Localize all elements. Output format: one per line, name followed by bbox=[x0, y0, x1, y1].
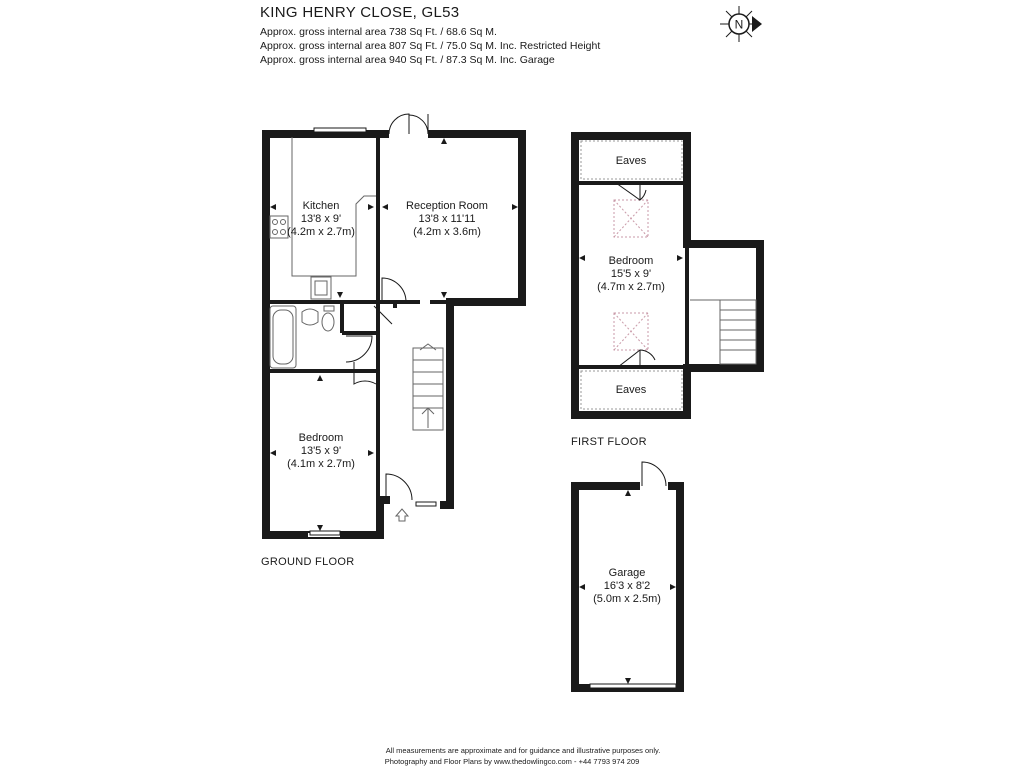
garage-side-door bbox=[642, 462, 666, 486]
hob-icon bbox=[270, 216, 288, 238]
ground-bedroom-name: Bedroom bbox=[298, 432, 344, 444]
ground-bedroom-imperial: 13'5 x 9' bbox=[300, 445, 342, 457]
bedroom-window bbox=[310, 531, 340, 535]
ground-floor-staircase bbox=[413, 344, 443, 430]
disclaimer-text: All measurements are approximate and for guidance and illustrative purposes only. bbox=[385, 746, 661, 755]
first-floor-label: FIRST FLOOR bbox=[571, 436, 647, 448]
reception-room-imperial: 13'8 x 11'11 bbox=[418, 213, 476, 225]
property-title: KING HENRY CLOSE, GL53 bbox=[260, 4, 460, 21]
first-bedroom-name: Bedroom bbox=[608, 255, 654, 267]
garage-door bbox=[590, 684, 676, 688]
area-line-garage: Approx. gross internal area 940 Sq Ft. / 87.3 Sq M. Inc. Garage bbox=[260, 54, 555, 66]
first-floor-exterior-walls bbox=[575, 136, 760, 415]
washbasin-icon bbox=[302, 309, 318, 325]
ground-floor bbox=[261, 114, 522, 568]
kitchen-window bbox=[314, 128, 366, 132]
ground-floor-dimension-markers bbox=[270, 138, 518, 531]
first-bedroom-imperial: 15'5 x 9' bbox=[610, 268, 652, 280]
toilet-icon bbox=[322, 313, 334, 331]
compass-north-letter: N bbox=[734, 17, 744, 32]
garage-plan bbox=[575, 462, 680, 688]
kitchen-name: Kitchen bbox=[302, 200, 340, 212]
first-floor-staircase bbox=[690, 300, 756, 364]
kitchen-metric: (4.2m x 2.7m) bbox=[287, 226, 355, 238]
first-floor bbox=[571, 136, 760, 448]
garage-name: Garage bbox=[608, 567, 646, 579]
ground-bedroom-metric: (4.1m x 2.7m) bbox=[287, 458, 355, 470]
reception-room-metric: (4.2m x 3.6m) bbox=[413, 226, 481, 238]
patio-french-doors bbox=[389, 114, 428, 134]
ground-floor-label: GROUND FLOOR bbox=[261, 556, 355, 568]
kitchen-imperial: 13'8 x 9' bbox=[300, 213, 342, 225]
bathroom-fixtures bbox=[270, 306, 334, 368]
ground-floor-interior-walls bbox=[266, 136, 450, 500]
garage-metric: (5.0m x 2.5m) bbox=[593, 593, 661, 605]
garage-imperial: 16'3 x 8'2 bbox=[603, 580, 651, 592]
hall-window bbox=[416, 502, 436, 506]
eaves-bottom-label: Eaves bbox=[615, 384, 647, 396]
credit-text: Photography and Floor Plans by www.thedowlingco.com - +44 7793 974 209 bbox=[384, 757, 640, 766]
first-bedroom-metric: (4.7m x 2.7m) bbox=[597, 281, 665, 293]
reception-room-name: Reception Room bbox=[406, 200, 488, 212]
eaves-top-label: Eaves bbox=[615, 155, 647, 167]
area-line-internal: Approx. gross internal area 738 Sq Ft. / 68.6 Sq M. bbox=[260, 26, 497, 38]
entrance-arrow-icon bbox=[396, 509, 408, 521]
area-line-restricted-height: Approx. gross internal area 807 Sq Ft. / 75.0 Sq M. Inc. Restricted Height bbox=[260, 40, 601, 52]
